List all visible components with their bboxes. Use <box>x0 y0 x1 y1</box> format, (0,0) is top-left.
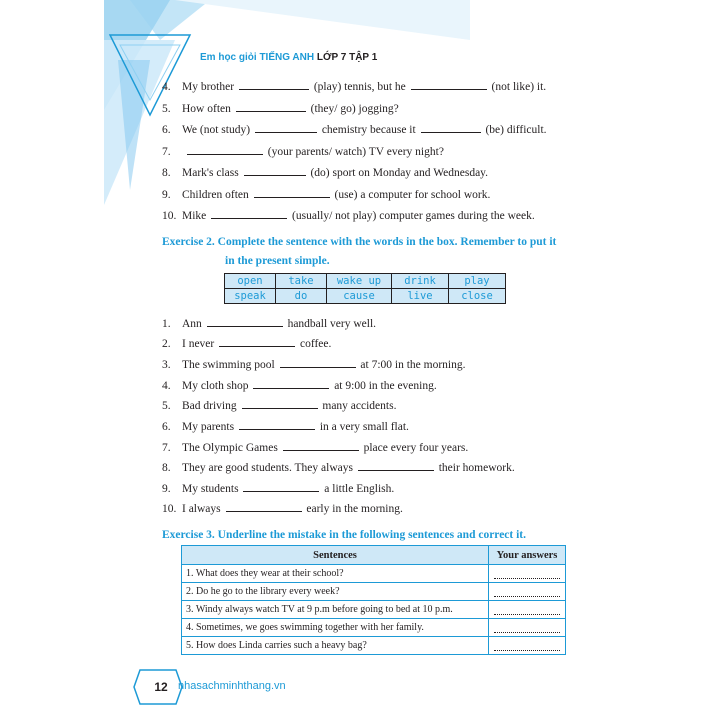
answer-blank[interactable] <box>244 165 306 176</box>
exercise2-title-line2: in the present simple. <box>225 255 330 267</box>
exercise2-item: 8. They are good students. They always their homework. <box>162 462 515 474</box>
exercise1-item: 8. Mark's class (do) sport on Monday and Wednesday. <box>162 167 489 179</box>
answer-blank[interactable] <box>255 122 317 133</box>
answer-blank[interactable] <box>236 101 306 112</box>
answer-blank[interactable] <box>283 440 359 451</box>
exercise3-table <box>181 545 566 655</box>
exercise1-item: 5. How often (they/ go) jogging? <box>162 103 399 115</box>
exercise1-item: 7. (your parents/ watch) TV every night? <box>162 146 444 158</box>
answer-blank[interactable] <box>239 419 315 430</box>
answer-blank[interactable] <box>243 481 319 492</box>
exercise2-item: 4. My cloth shop at 9:00 in the evening. <box>162 380 437 392</box>
table-row <box>182 601 566 619</box>
answer-blank[interactable] <box>280 357 356 368</box>
exercise2-item: 9. My students a little English. <box>162 483 395 495</box>
exercise1-item: 9. Children often (use) a computer for school work. <box>162 189 491 201</box>
answer-blank[interactable] <box>242 398 318 409</box>
header-prefix: Em học giỏi TIẾNG ANH <box>200 52 315 63</box>
sentence-cell: 3. Windy always watch TV at 9 p.m before going to bed at 10 p.m. <box>182 601 489 619</box>
word-cell: drink <box>392 274 449 289</box>
answer-blank[interactable] <box>253 378 329 389</box>
exercise1-item: 6. We (not study) chemistry because it (be) difficult. <box>162 124 547 136</box>
column-header-answers: Your answers <box>489 546 566 565</box>
answer-cell[interactable] <box>489 601 566 619</box>
column-header-sentences: Sentences <box>182 546 489 565</box>
answer-blank[interactable] <box>358 460 434 471</box>
answer-blank[interactable] <box>254 187 330 198</box>
sentence-cell: 5. How does Linda carries such a heavy bag? <box>182 637 489 655</box>
word-cell: do <box>276 289 327 304</box>
answer-blank[interactable] <box>187 144 263 155</box>
word-cell: play <box>449 274 506 289</box>
table-row <box>182 637 566 655</box>
answer-blank[interactable] <box>211 208 287 219</box>
answer-blank[interactable] <box>421 122 481 133</box>
answer-blank[interactable] <box>207 316 283 327</box>
footer-site: nhasachminhthang.vn <box>178 680 286 692</box>
word-cell: take <box>276 274 327 289</box>
page-header <box>200 52 377 63</box>
word-cell: wake up <box>327 274 392 289</box>
header-suffix: LỚP 7 TẬP 1 <box>316 52 378 63</box>
exercise2-title-line1: Exercise 2. Complete the sentence with the words in the box. Remember to put it <box>162 236 557 248</box>
sentence-cell: 1. What does they wear at their school? <box>182 565 489 583</box>
exercise1-item: 4. My brother (play) tennis, but he (not like) it. <box>162 81 547 93</box>
exercise2-item: 7. The Olympic Games place every four years. <box>162 442 469 454</box>
answer-cell[interactable] <box>489 619 566 637</box>
word-cell: close <box>449 289 506 304</box>
word-cell: live <box>392 289 449 304</box>
sentence-cell: 4. Sometimes, we goes swimming together with her family. <box>182 619 489 637</box>
answer-cell[interactable] <box>489 565 566 583</box>
answer-blank[interactable] <box>219 336 295 347</box>
answer-blank[interactable] <box>226 501 302 512</box>
exercise1-item: 10. Mike (usually/ not play) computer games during the week. <box>162 210 535 222</box>
answer-cell[interactable] <box>489 583 566 601</box>
page-number: 12 <box>154 680 168 694</box>
exercise2-item: 6. My parents in a very small flat. <box>162 421 409 433</box>
table-row <box>182 619 566 637</box>
exercise2-item: 1. Ann handball very well. <box>162 318 377 330</box>
word-box <box>224 273 506 304</box>
answer-blank[interactable] <box>239 79 309 90</box>
exercise3-title: Exercise 3. Underline the mistake in the following sentences and correct it. <box>162 529 527 541</box>
exercise2-item: 10. I always early in the morning. <box>162 503 403 515</box>
word-cell: speak <box>225 289 276 304</box>
word-cell: cause <box>327 289 392 304</box>
table-row <box>182 583 566 601</box>
table-row <box>182 565 566 583</box>
sentence-cell: 2. Do he go to the library every week? <box>182 583 489 601</box>
exercise2-item: 3. The swimming pool at 7:00 in the morning. <box>162 359 466 371</box>
answer-blank[interactable] <box>411 79 487 90</box>
exercise2-item: 5. Bad driving many accidents. <box>162 400 397 412</box>
exercise2-item: 2. I never coffee. <box>162 338 332 350</box>
word-cell: open <box>225 274 276 289</box>
answer-cell[interactable] <box>489 637 566 655</box>
